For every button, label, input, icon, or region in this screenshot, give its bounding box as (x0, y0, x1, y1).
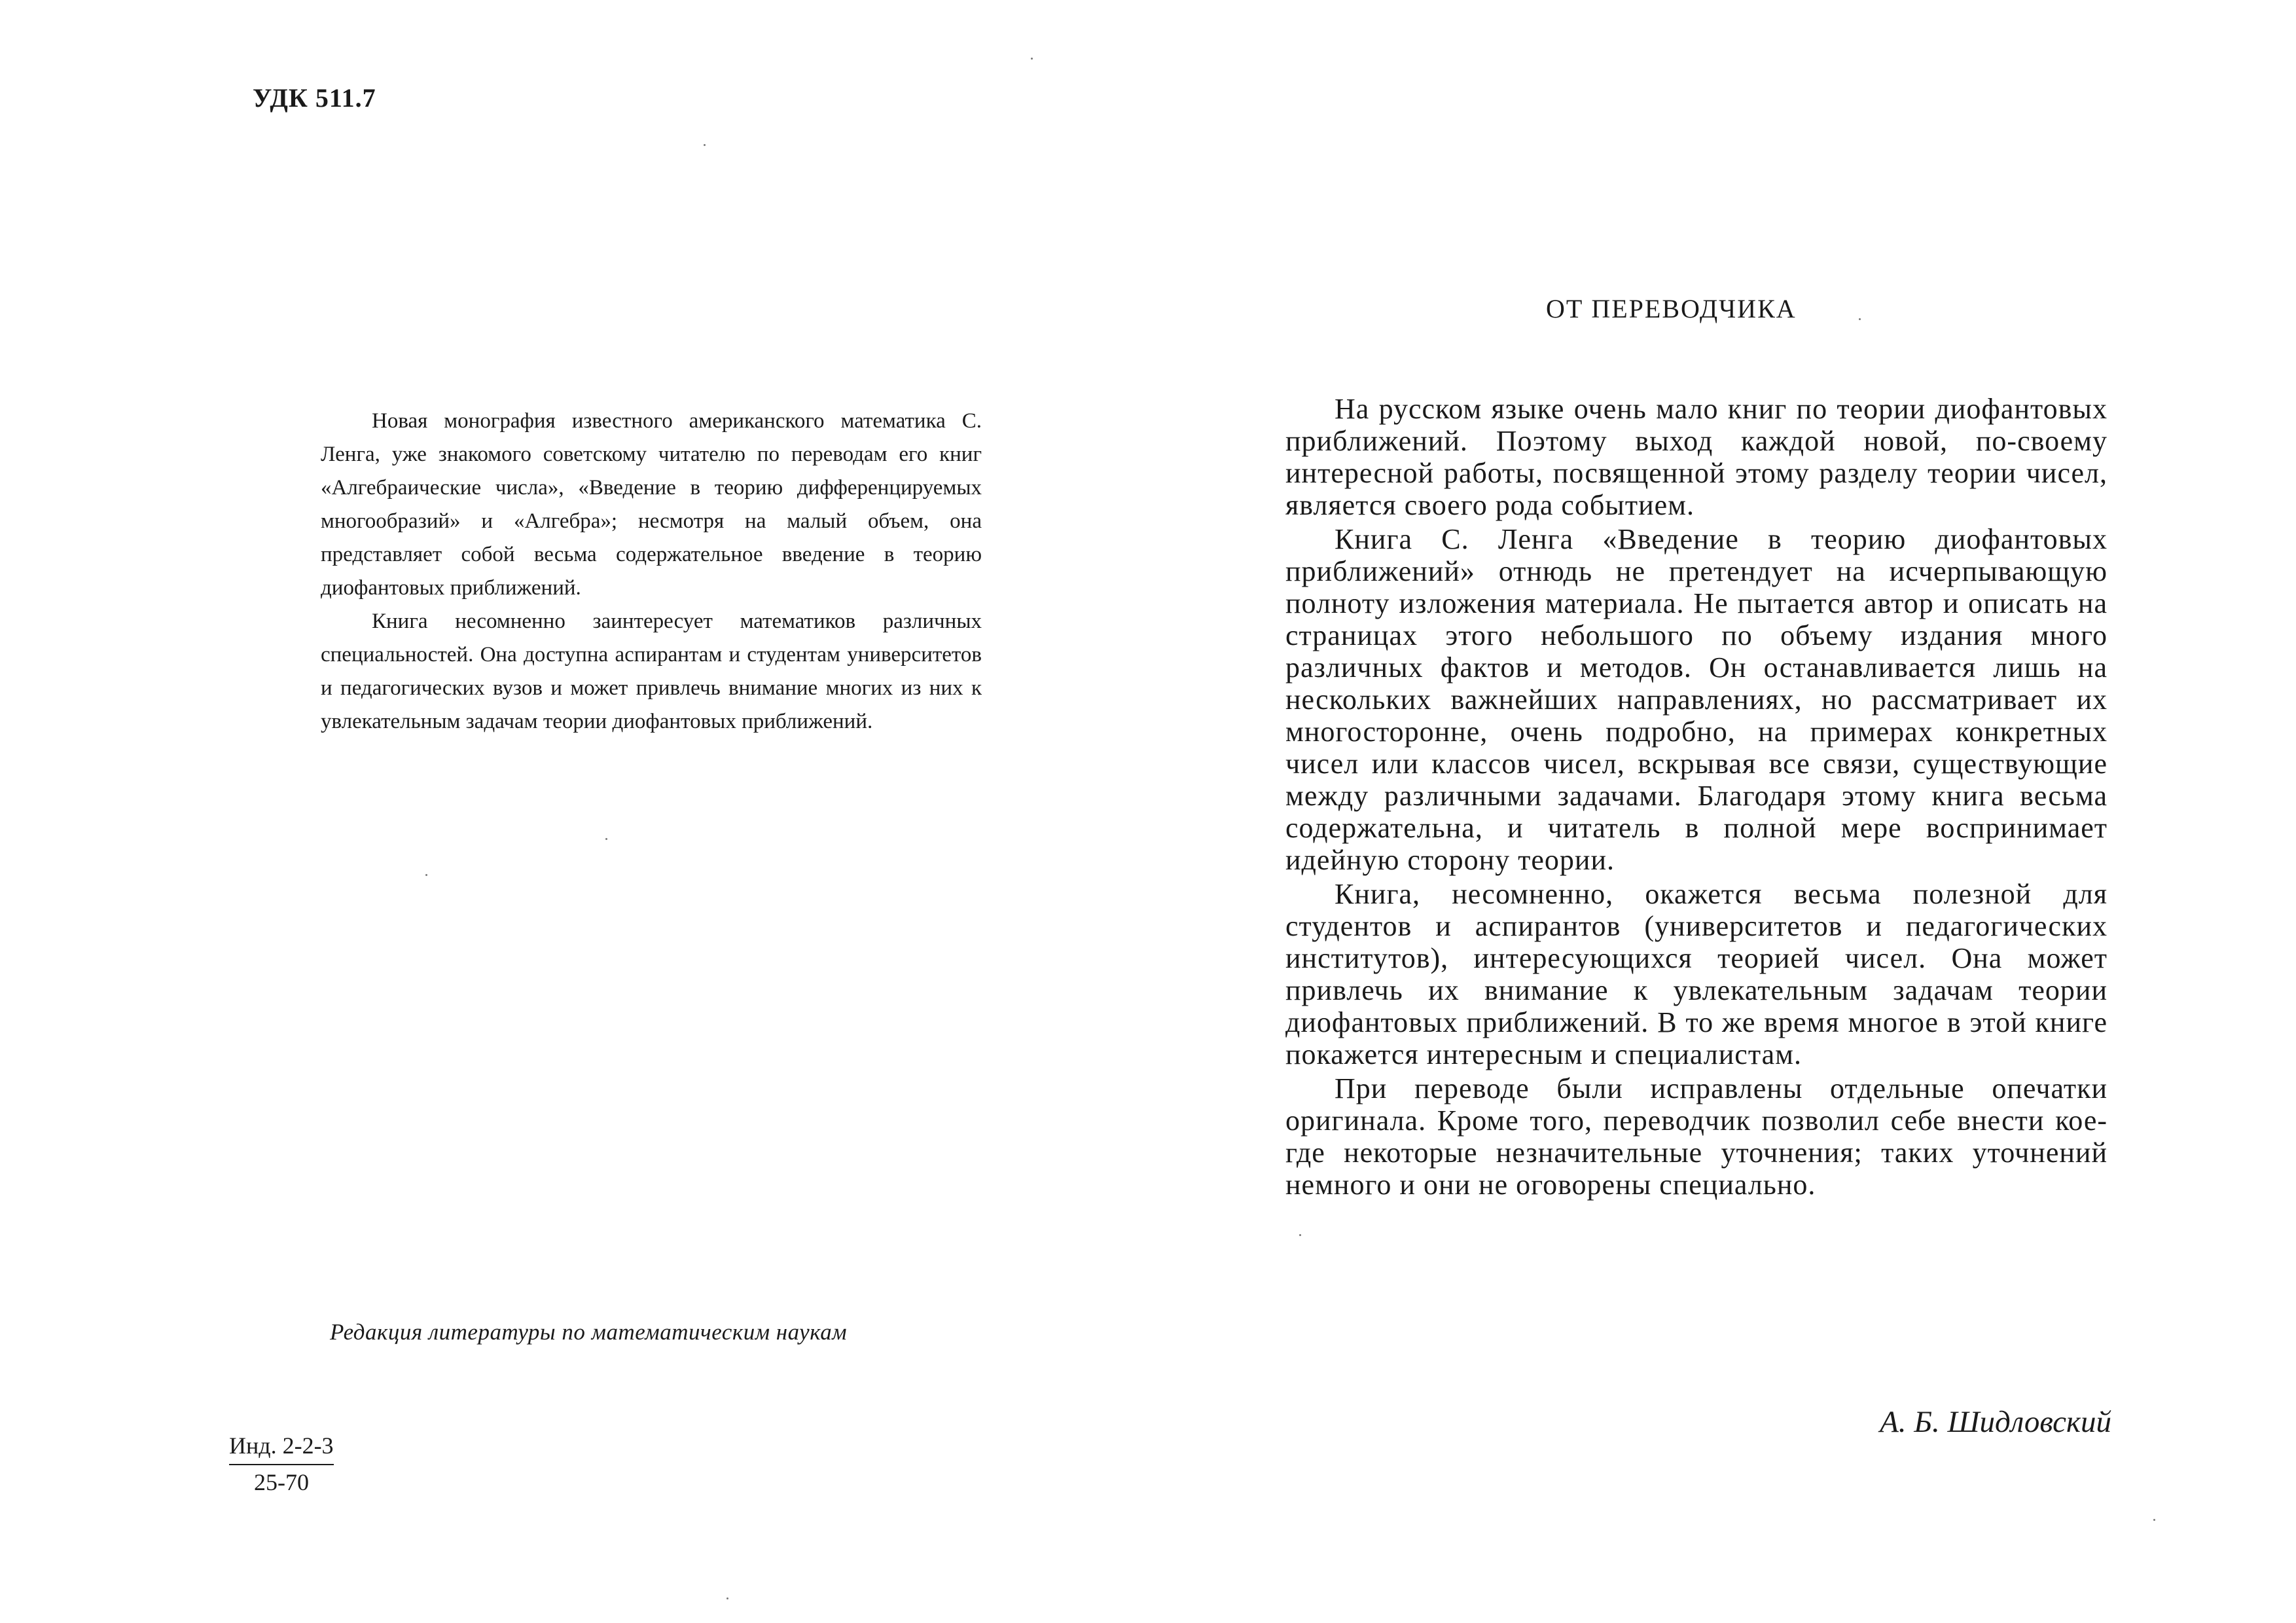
preface-paragraph: Книга, несомненно, окажется весьма полезной для студентов и аспирантов (университетов и педагогических институтов), интересующихся теорией чисел. Она может привлечь их внимание к увлекательным задачам теории диофантовых приближений. В то же время многое в этой книге покажется интересным и специалистам. (1285, 878, 2108, 1070)
book-annotation (321, 405, 982, 739)
scan-speck (1859, 318, 1861, 320)
translator-signature: А. Б. Шидловский (1880, 1405, 2111, 1439)
index-code (229, 1429, 334, 1499)
annotation-paragraph: Книга несомненно заинтересует математиков различных специальностей. Она доступна аспирантам и студентам университетов и педагогических вузов и может привлечь внимание многих из них к увлекательным задачам теории диофантовых приближений. (321, 610, 982, 733)
annotation-paragraph: Новая монография известного американского математика С. Ленга, уже знакомого советскому читателю по переводам его книг «Алгебраические числа», «Введение в теорию дифференцируемых многообразий» и «Алгебра»; несмотря на малый объем, она представляет собой весьма содержательное введение в теорию диофантовых приближений. (321, 409, 982, 600)
scan-speck (425, 874, 427, 876)
scan-speck (2153, 1519, 2155, 1521)
index-code-line: Инд. 2-2-3 (229, 1429, 334, 1465)
scan-speck (704, 144, 706, 146)
scan-speck (1031, 58, 1033, 60)
preface-paragraph: На русском языке очень мало книг по теории диофантовых приближений. Поэтому выход каждой новой, по-своему интересной работы, посвященной этому разделу теории чисел, является своего рода событием. (1285, 393, 2108, 521)
preface-heading: ОТ ПЕРЕВОДЧИКА (1546, 294, 1797, 323)
preface-paragraph: При переводе были исправлены отдельные опечатки оригинала. Кроме того, переводчик позволил себе внести кое-где некоторые незначительные уточнения; таких уточнений немного и они не оговорены специально. (1285, 1072, 2108, 1201)
scan-speck (726, 1597, 728, 1599)
index-code-line: 25-70 (254, 1469, 309, 1495)
preface-paragraph: Книга С. Ленга «Введение в теорию диофантовых приближений» отнюдь не претендует на исчерпывающую полноту изложения материала. Не пытается автор и описать на страницах этого небольшого по объему издания много различных фактов и методов. Он останавливается лишь на нескольких важнейших направлениях, но рассматривает их многосторонне, очень подробно, на примерах конкретных чисел или классов чисел, вскрывая все связи, существующие между различными задачами. Благодаря этому книга весьма содержательна, и читатель в полной мере воспринимает идейную сторону теории. (1285, 523, 2108, 876)
right-page (1148, 0, 2296, 1623)
scan-speck (1299, 1234, 1301, 1236)
editorial-office: Редакция литературы по математическим наукам (330, 1319, 848, 1345)
preface-body (1285, 393, 2108, 1203)
udk-code: УДК 511.7 (253, 83, 376, 113)
scan-speck (605, 838, 607, 840)
